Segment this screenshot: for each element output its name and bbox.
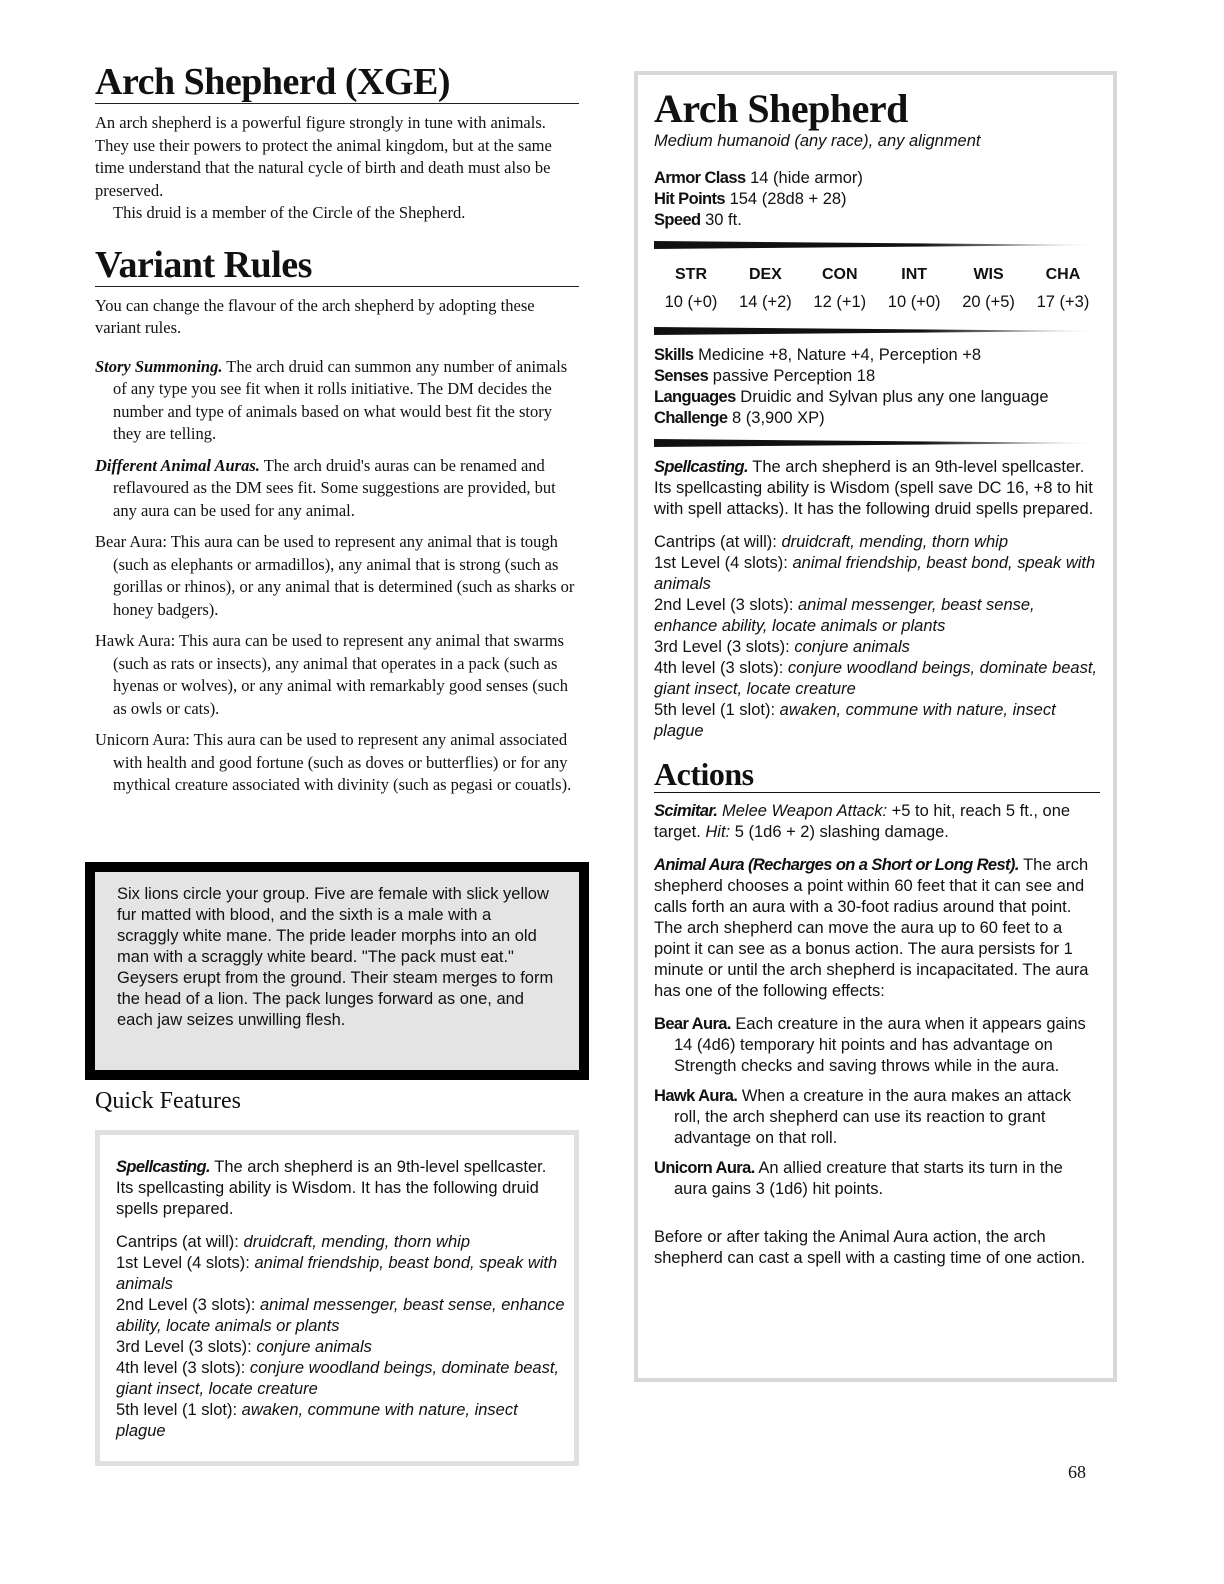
quick-cantrips: [116, 1232, 566, 1253]
ability-name: INT: [901, 266, 928, 283]
quick-level-4-list: conjure woodland beings, dominate beast, giant insect, locate creature: [116, 1359, 560, 1398]
hawk-aura-rule: Hawk Aura: This aura can be used to represent any animal that swarms (such as rats or insects), any animal that operates in a pack (such as hyenas or wolves), or any animal with remarkably good senses (such as owls or cats).: [95, 631, 569, 718]
cantrips-label: Cantrips (at will):: [654, 533, 782, 551]
unicorn-aura-label: Unicorn Aura.: [654, 1159, 755, 1177]
languages-value: Druidic and Sylvan plus any one language: [735, 388, 1049, 406]
read-aloud-text: Six lions circle your group. Five are female with slick yellow fur matted with blood, and the sixth is a male with a scraggly white mane. The pride leader morphs into an old man with a scraggly white beard. "The pack must eat." Geysers erupt from the ground. Their steam merges to form the head of a lion. The pack lunges forward as one, and each jaw seizes unwilling flesh.: [117, 885, 554, 1029]
quick-spellcasting: [116, 1157, 566, 1220]
scimitar-attack-type: Melee Weapon Attack:: [721, 802, 888, 820]
story-summoning-rule: [95, 356, 579, 446]
hit-points: [654, 189, 1100, 210]
bear-aura-effect: [654, 1014, 1100, 1077]
ability-name: STR: [675, 266, 707, 283]
scimitar-damage: 5 (1d6 + 2) slashing damage.: [730, 823, 949, 841]
bear-aura-label: Bear Aura.: [654, 1015, 731, 1033]
ability-cha: [1026, 263, 1100, 317]
ability-wis: [952, 263, 1026, 317]
ability-name: WIS: [973, 266, 1004, 283]
quick-features-title: Quick Features: [95, 1088, 241, 1114]
ability-value: 12 (+1): [813, 293, 867, 311]
ability-name: CON: [822, 266, 858, 283]
level-2-spells: [654, 595, 1100, 637]
skills-value: Medicine +8, Nature +4, Perception +8: [693, 346, 982, 364]
quick-cantrips-label: Cantrips (at will):: [116, 1233, 244, 1251]
ability-name: CHA: [1045, 266, 1081, 283]
divider: [654, 241, 1100, 249]
animal-aura-action: [654, 855, 1100, 1002]
section-title: Arch Shepherd (XGE): [95, 62, 579, 104]
story-summoning-text: The arch druid can summon any number of animals of any type you see fit when it rolls initiative. The DM decides the number and type of animals based on what would best fit the story they are telling.: [113, 356, 568, 443]
quick-level-3-list: conjure animals: [256, 1338, 372, 1356]
hawk-aura-effect: [654, 1086, 1100, 1149]
stat-block: [634, 71, 1117, 1382]
spellcasting-label: Spellcasting.: [654, 458, 748, 476]
hawk-aura-label: Hawk Aura.: [654, 1087, 738, 1105]
scimitar-hit-label: Hit:: [705, 823, 731, 841]
animal-aura-label: Animal Aura (Recharges on a Short or Long Rest).: [654, 856, 1019, 874]
senses: [654, 366, 1100, 387]
hawk-aura-text: When a creature in the aura makes an attack roll, the arch shepherd can use its reaction to grant advantage on that roll.: [674, 1087, 1072, 1147]
ability-value: 10 (+0): [887, 293, 941, 311]
hit-points-value: 154 (28d8 + 28): [725, 190, 847, 208]
quick-level-1-label: 1st Level (4 slots):: [116, 1254, 255, 1272]
quick-level-4-label: 4th level (3 slots):: [116, 1359, 250, 1377]
quick-features-content: [116, 1157, 566, 1442]
ability-int: [877, 263, 951, 317]
different-auras-text: The arch druid's auras can be renamed and reflavoured as the DM sees fit. Some suggestions are provided, but any aura can be used for any animal.: [113, 455, 556, 520]
scimitar-to-hit: +5 to hit, reach 5 ft., one target.: [654, 802, 1071, 841]
languages-label: Languages: [654, 388, 736, 406]
scimitar-action: [654, 801, 1100, 843]
quick-level-5-list: awaken, commune with nature, insect plague: [116, 1401, 518, 1440]
level-4-label: 4th level (3 slots):: [654, 659, 788, 677]
ability-str: [654, 263, 728, 317]
story-summoning-label: Story Summoning.: [95, 356, 223, 376]
ability-value: 10 (+0): [664, 293, 718, 311]
creature-name: Arch Shepherd: [654, 86, 908, 131]
speed-value: 30 ft.: [700, 211, 742, 229]
level-2-list: animal messenger, beast sense, enhance ability, locate animals or plants: [654, 596, 1035, 635]
ability-dex: [728, 263, 802, 317]
level-1-label: 1st Level (4 slots):: [654, 554, 793, 572]
level-5-list: awaken, commune with nature, insect plague: [654, 701, 1056, 740]
level-5-label: 5th level (1 slot):: [654, 701, 780, 719]
senses-value: passive Perception 18: [708, 367, 876, 385]
ability-scores: [654, 259, 1100, 317]
quick-level-1: [116, 1253, 566, 1295]
skills-label: Skills: [654, 346, 694, 364]
page-number: 68: [1068, 1462, 1086, 1482]
quick-spellcasting-label: Spellcasting.: [116, 1158, 210, 1176]
level-4-spells: [654, 658, 1100, 700]
speed: [654, 210, 1100, 231]
level-5-spells: [654, 700, 1100, 742]
level-1-list: animal friendship, beast bond, speak with animals: [654, 554, 1096, 593]
quick-level-2-label: 2nd Level (3 slots):: [116, 1296, 260, 1314]
stat-block-content: [654, 87, 1100, 1269]
divider: [654, 327, 1100, 335]
unicorn-aura-effect: [654, 1158, 1100, 1200]
level-3-label: 3rd Level (3 slots):: [654, 638, 795, 656]
unicorn-aura-rule: Unicorn Aura: This aura can be used to represent any animal associated with health and good fortune (such as doves or butterflies) or for any mythical creature associated with divinity (such as pegasi or couatls).: [95, 730, 572, 794]
senses-label: Senses: [654, 367, 709, 385]
animal-aura-text: The arch shepherd chooses a point within 60 feet that it can see and calls forth an aura with a 30-foot radius around that point. The arch shepherd can move the aura up to 60 feet to a point it can see as a bonus action. The aura persists for 1 minute or until the arch shepherd is incapacitated. The aura has one of the following effects:: [654, 856, 1089, 1000]
armor-class-label: Armor Class: [654, 169, 746, 187]
quick-cantrips-list: druidcraft, mending, thorn whip: [243, 1233, 470, 1251]
different-auras-rule: [95, 455, 579, 523]
scimitar-label: Scimitar.: [654, 802, 718, 820]
variant-rules-title: Variant Rules: [95, 245, 579, 287]
quick-level-4: [116, 1358, 566, 1400]
quick-level-1-list: animal friendship, beast bond, speak with animals: [116, 1254, 558, 1293]
bear-aura-rule: Bear Aura: This aura can be used to represent any animal that is tough (such as elephants or armadillos), any animal that is strong (such as gorillas or rhinos), or any animal that is determined (such as sharks or honey badgers).: [95, 532, 575, 619]
armor-class-value: 14 (hide armor): [745, 169, 863, 187]
intro-paragraph: An arch shepherd is a powerful figure strongly in tune with animals. They use their powers to protect the animal kingdom, but at the same time understand that the natural cycle of birth and death must also be preserved.: [95, 113, 552, 200]
quick-level-2-list: animal messenger, beast sense, enhance ability, locate animals or plants: [116, 1296, 565, 1335]
languages: [654, 387, 1100, 408]
quick-level-5: [116, 1400, 566, 1442]
quick-spellcasting-text: The arch shepherd is an 9th-level spellcaster. Its spellcasting ability is Wisdom. It has the following druid spells prepared.: [116, 1158, 547, 1218]
level-1-spells: [654, 553, 1100, 595]
intro-paragraph-2: This druid is a member of the Circle of the Shepherd.: [113, 203, 466, 222]
challenge-label: Challenge: [654, 409, 728, 427]
variant-intro: You can change the flavour of the arch shepherd by adopting these variant rules.: [95, 295, 535, 337]
challenge: [654, 408, 1100, 429]
ability-con: [803, 263, 877, 317]
hit-points-label: Hit Points: [654, 190, 725, 208]
read-aloud-box: [85, 862, 589, 1080]
challenge-value: 8 (3,900 XP): [727, 409, 825, 427]
unicorn-aura-text: An allied creature that starts its turn in the aura gains 3 (1d6) hit points.: [674, 1159, 1063, 1198]
left-column: [95, 62, 579, 806]
skills: [654, 345, 1100, 366]
bear-aura-text: Each creature in the aura when it appears gains 14 (4d6) temporary hit points and has advantage on Strength checks and saving throws while in the aura.: [674, 1015, 1086, 1075]
quick-level-5-label: 5th level (1 slot):: [116, 1401, 242, 1419]
creature-type: Medium humanoid (any race), any alignment: [654, 132, 981, 150]
ability-value: 14 (+2): [739, 293, 792, 311]
ability-value: 20 (+5): [962, 293, 1015, 311]
spellcasting-trait: [654, 457, 1100, 520]
level-2-label: 2nd Level (3 slots):: [654, 596, 798, 614]
armor-class: [654, 168, 1100, 189]
level-3-list: conjure animals: [794, 638, 910, 656]
ability-value: 17 (+3): [1036, 293, 1090, 311]
after-aura-note: Before or after taking the Animal Aura action, the arch shepherd can cast a spell with a casting time of one action.: [654, 1228, 1086, 1267]
cantrips-list: druidcraft, mending, thorn whip: [781, 533, 1008, 551]
different-auras-label: Different Animal Auras.: [95, 455, 260, 475]
quick-level-3-label: 3rd Level (3 slots):: [116, 1338, 257, 1356]
quick-level-3: [116, 1337, 566, 1358]
spellcasting-text: The arch shepherd is an 9th-level spellcaster. Its spellcasting ability is Wisdom (spell save DC 16, +8 to hit with spell attacks). It has the following druid spells prepared.: [654, 458, 1094, 518]
quick-features-box: [95, 1130, 579, 1466]
speed-label: Speed: [654, 211, 701, 229]
divider: [654, 439, 1100, 447]
level-4-list: conjure woodland beings, dominate beast, giant insect, locate creature: [654, 659, 1098, 698]
quick-level-2: [116, 1295, 566, 1337]
level-3-spells: [654, 637, 1100, 658]
ability-name: DEX: [748, 266, 782, 283]
actions-title: Actions: [654, 756, 1100, 793]
cantrips: [654, 532, 1100, 553]
